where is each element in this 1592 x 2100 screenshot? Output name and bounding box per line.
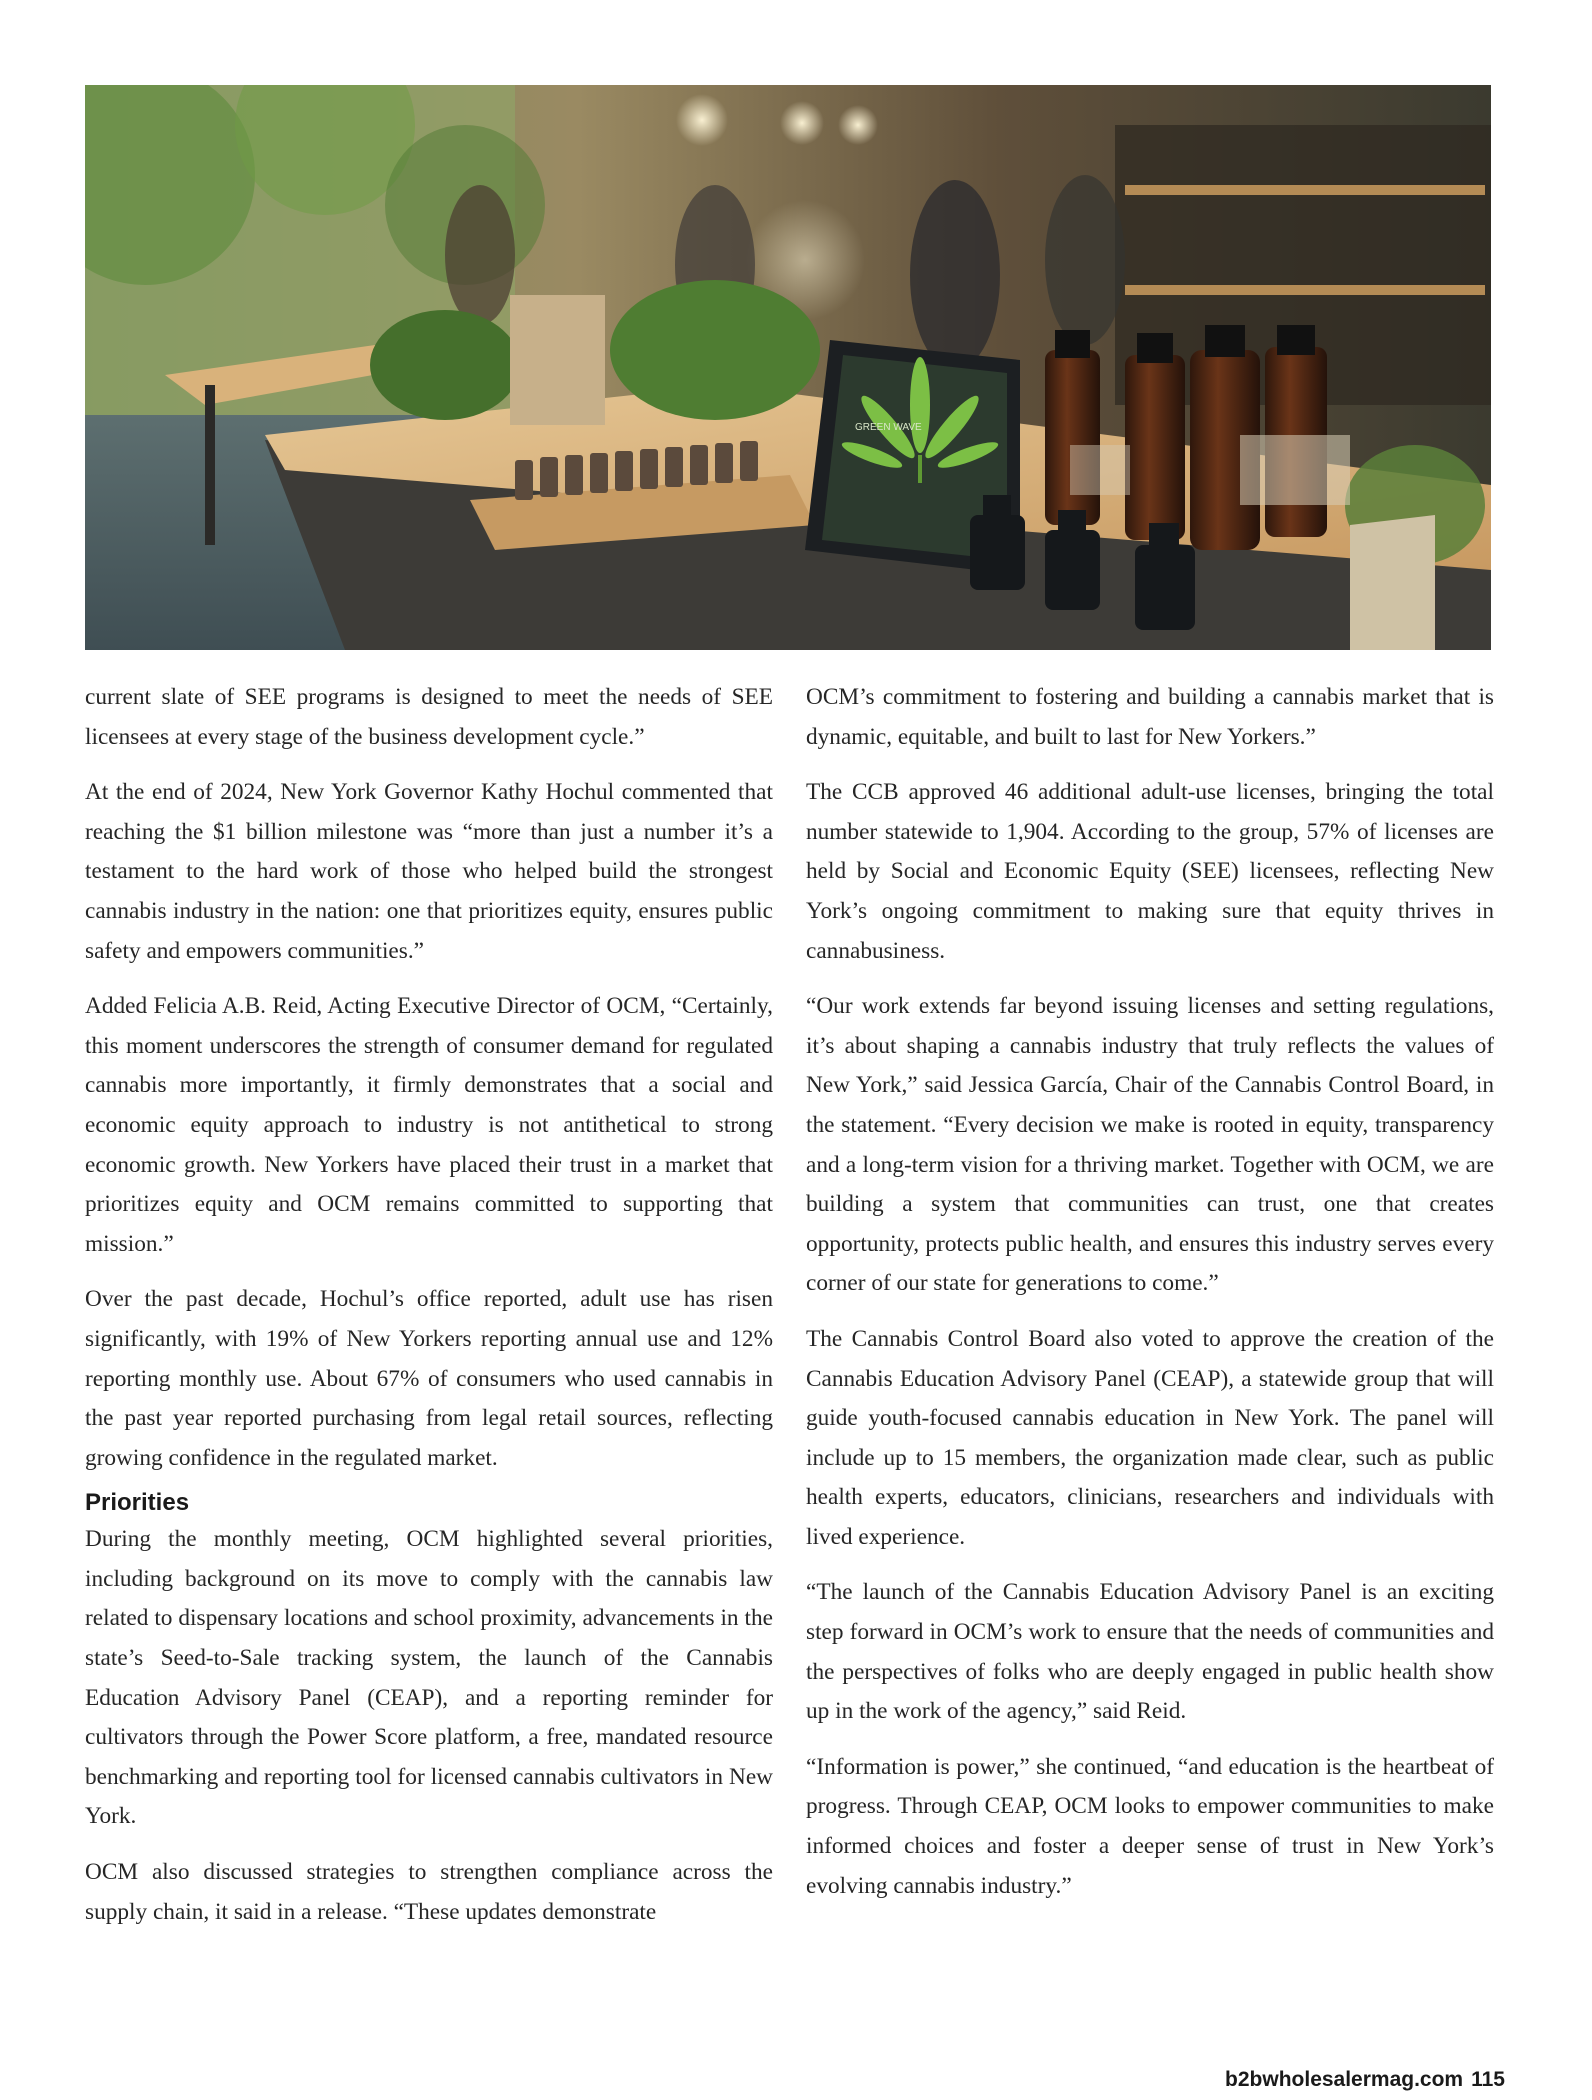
dispensary-illustration <box>85 85 1491 650</box>
page-number: 115 <box>1471 2068 1505 2091</box>
body-paragraph: “The launch of the Cannabis Education Advisory Panel is an exciting step forward in OCM’s work to ensure that the needs of communities and the perspectives of folks who are deeply engaged in public health show up in the work of the agency,” said Reid. <box>806 1579 1494 1725</box>
section-subheading: Priorities <box>85 1489 190 1517</box>
footer-site-url: b2bwholesalermag.com <box>1225 2068 1464 2091</box>
right-column <box>806 678 1494 1922</box>
left-column <box>85 678 773 1948</box>
page-footer <box>1225 2068 1505 2092</box>
body-paragraph: OCM also discussed strategies to strengthen compliance across the supply chain, it said in a release. “These updates demonstrate <box>85 1859 773 1925</box>
body-paragraph: Added Felicia A.B. Reid, Acting Executive Director of OCM, “Certainly, this moment underscores the strength of consumer demand for regulated cannabis more importantly, it firmly demonstrates that a social and economic equity approach to industry is not antithetical to strong economic growth. New Yorkers have placed their trust in a market that prioritizes equity and OCM remains committed to supporting that mission.” <box>85 993 773 1257</box>
body-paragraph: “Our work extends far beyond issuing licenses and setting regulations, it’s about shaping a cannabis industry that truly reflects the values of New York,” said Jessica García, Chair of the Cannabis Control Board, in the statement. “Every decision we make is rooted in equity, transparency and a long-term vision for a thriving market. Together with OCM, we are building a system that communities can trust, one that creates opportunity, protects public health, and ensures this industry serves every corner of our state for generations to come.” <box>806 993 1494 1297</box>
body-paragraph: Over the past decade, Hochul’s office reported, adult use has risen significantly, with 19% of New Yorkers reporting annual use and 12% reporting monthly use. About 67% of consumers who used cannabis in the past year reported purchasing from legal retail sources, reflecting growing confidence in the regulated market. <box>85 1286 773 1471</box>
sign-brand-text: GREEN WAVE <box>855 422 922 433</box>
body-paragraph: current slate of SEE programs is designed to meet the needs of SEE licensees at every stage of the business development cycle.” <box>85 684 773 750</box>
body-paragraph: During the monthly meeting, OCM highlighted several priorities, including background on its move to comply with the cannabis law related to dispensary locations and school proximity, advancements in the state’s Seed-to-Sale tracking system, the launch of the Cannabis Education Advisory Panel (CEAP), and a reporting reminder for cultivators through the Power Score platform, a free, mandated resource benchmarking and reporting tool for licensed cannabis cultivators in New York. <box>85 1526 773 1830</box>
body-paragraph: The CCB approved 46 additional adult-use licenses, bringing the total number statewide to 1,904. According to the group, 57% of licenses are held by Social and Economic Equity (SEE) licensees, reflecting New York’s ongoing commitment to making sure that equity thrives in cannabusiness. <box>806 779 1494 964</box>
dispensary-photo <box>85 85 1491 650</box>
body-paragraph: “Information is power,” she continued, “and education is the heartbeat of progress. Through CEAP, OCM looks to empower communities to make informed choices and foster a deeper sense of trust in New York’s evolving cannabis industry.” <box>806 1753 1494 1899</box>
body-paragraph: The Cannabis Control Board also voted to approve the creation of the Cannabis Education Advisory Panel (CEAP), a statewide group that will guide youth-focused cannabis education in New York. The panel will include up to 15 members, the organization made clear, such as public health experts, educators, clinicians, researchers and individuals with lived experience. <box>806 1325 1494 1550</box>
body-paragraph: At the end of 2024, New York Governor Kathy Hochul commented that reaching the $1 billion milestone was “more than just a number it’s a testament to the hard work of those who helped build the strongest cannabis industry in the nation: one that prioritizes equity, ensures public safety and empowers communities.” <box>85 779 773 964</box>
body-paragraph: OCM’s commitment to fostering and building a cannabis market that is dynamic, equitable, and built to last for New Yorkers.” <box>806 684 1494 750</box>
